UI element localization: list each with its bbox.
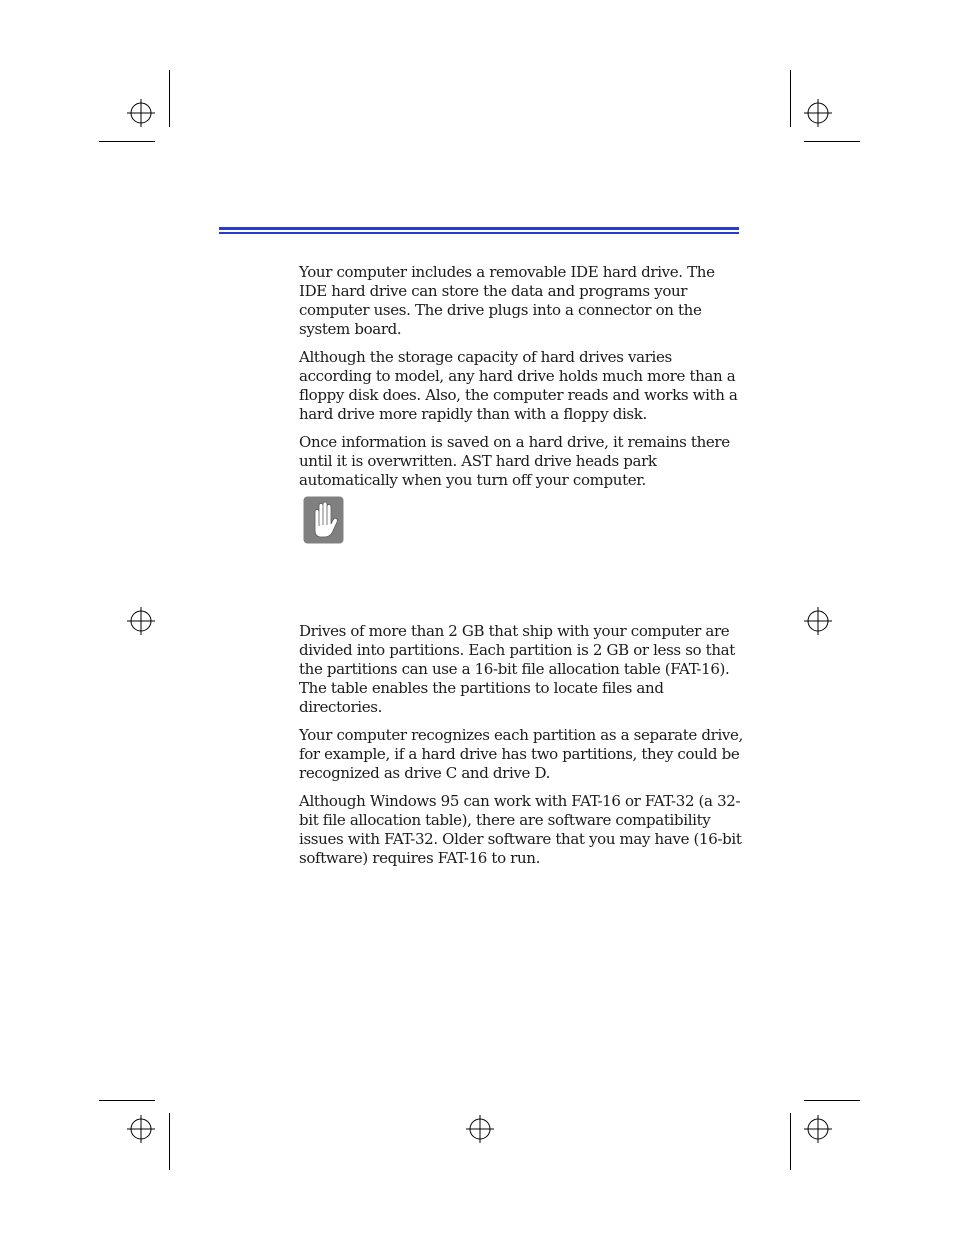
section-1 xyxy=(299,263,744,499)
paragraph: Once information is saved on a hard drive, it remains there until it is overwritten. AST hard drive heads park automatically when you turn off your computer. xyxy=(299,433,730,489)
registration-mark-icon xyxy=(126,98,156,128)
paragraph: Although Windows 95 can work with FAT-16 or FAT-32 (a 32-bit file allocation table), there are software compatibility issues with FAT-32. Older software that you may have (16-bit software) requires FAT-16 to run. xyxy=(299,792,742,867)
crop-mark xyxy=(99,141,155,142)
paragraph: Drives of more than 2 GB that ship with your computer are divided into partitions. Each partition is 2 GB or less so that the partitions can use a 16-bit file allocation table (FAT-16). The table enables the partitions to locate files and directories. xyxy=(299,622,735,716)
crop-mark xyxy=(169,1113,170,1170)
crop-mark xyxy=(790,1113,791,1170)
crop-mark xyxy=(804,1100,860,1101)
stop-hand-icon xyxy=(303,496,344,544)
section-2 xyxy=(299,622,744,877)
crop-mark xyxy=(790,70,791,127)
registration-mark-icon xyxy=(803,606,833,636)
registration-mark-icon xyxy=(126,606,156,636)
paragraph: Although the storage capacity of hard drives varies according to model, any hard drive holds much more than a floppy disk does. Also, the computer reads and works with a hard drive more rapidly than with a floppy disk. xyxy=(299,348,738,423)
paragraph: Your computer recognizes each partition as a separate drive, for example, if a hard drive has two partitions, they could be recognized as drive C and drive D. xyxy=(299,726,743,782)
crop-mark xyxy=(99,1100,155,1101)
paragraph: Your computer includes a removable IDE hard drive. The IDE hard drive can store the data and programs your computer uses. The drive plugs into a connector on the system board. xyxy=(299,263,715,338)
header-rule xyxy=(219,232,739,234)
registration-mark-icon xyxy=(126,1114,156,1144)
crop-mark xyxy=(804,141,860,142)
registration-mark-icon xyxy=(803,98,833,128)
crop-mark xyxy=(169,70,170,127)
header-rule xyxy=(219,227,739,230)
registration-mark-icon xyxy=(465,1114,495,1144)
registration-mark-icon xyxy=(803,1114,833,1144)
